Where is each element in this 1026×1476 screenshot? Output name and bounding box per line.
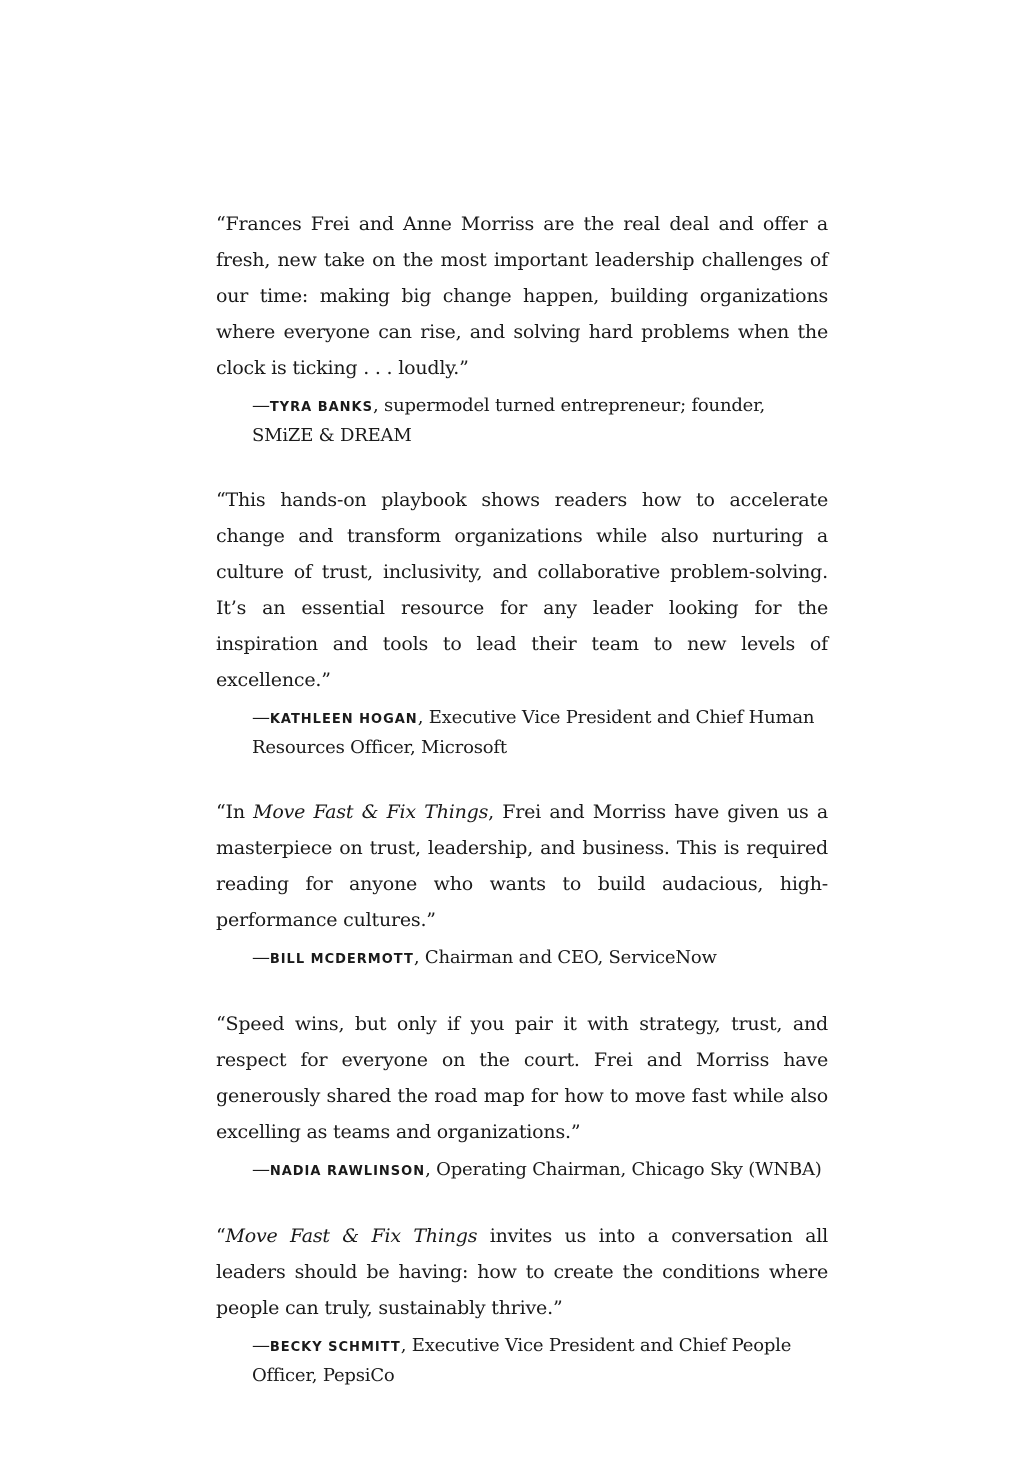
book-title: Move Fast & Fix Things — [253, 801, 489, 823]
endorsement-attribution — [252, 704, 828, 762]
endorsement-blurb — [216, 1218, 828, 1390]
attribution-dash: — — [252, 1159, 270, 1180]
endorsement-attribution — [252, 392, 828, 450]
endorsement-quote — [216, 206, 828, 386]
endorsement-quote — [216, 1218, 828, 1326]
endorsement-blurb — [216, 482, 828, 762]
endorsement-blurb — [216, 1006, 828, 1186]
endorser-name: BILL MCDERMOTT — [269, 952, 414, 967]
endorser-role: , Chairman and CEO, ServiceNow — [413, 947, 717, 968]
quote-text: invites us into a conversation all leaders should be having: how to create the conditions where people can truly, sustainably thrive.” — [216, 1225, 828, 1319]
quote-text: “Frances Frei and Anne Morriss are the real deal and offer a fresh, new take on the most important leadership challenges of our time: making big change happen, building organizations where everyone can rise, and solving hard problems when the clock is ticking . . . loudly.” — [216, 213, 828, 379]
endorsement-quote — [216, 1006, 828, 1150]
endorsement-attribution — [252, 1332, 828, 1390]
quote-text: “ — [216, 1225, 226, 1247]
endorser-role: , Executive Vice President and Chief Human Resources Officer, Microsoft — [252, 707, 815, 758]
endorsement-blurb — [216, 794, 828, 974]
attribution-dash: — — [252, 395, 270, 416]
attribution-dash: — — [252, 707, 270, 728]
endorser-role: , Executive Vice President and Chief People Officer, PepsiCo — [252, 1335, 792, 1386]
endorsement-quote — [216, 794, 828, 938]
endorsement-attribution — [252, 944, 828, 974]
quote-text: “In — [216, 801, 254, 823]
quote-text: , Frei and Morriss have given us a masterpiece on trust, leadership, and business. This is required reading for anyone who wants to build audacious, high-performance cultures.” — [216, 801, 828, 931]
endorser-role: , Operating Chairman, Chicago Sky (WNBA) — [425, 1159, 822, 1180]
endorser-role: , supermodel turned entrepreneur; founder, SMiZE & DREAM — [252, 395, 766, 446]
endorsement-attribution — [252, 1156, 828, 1186]
quote-text: “Speed wins, but only if you pair it with strategy, trust, and respect for everyone on the court. Frei and Morriss have generously shared the road map for how to move fast while also excelling as teams and organizations.” — [216, 1013, 828, 1143]
quote-text: “This hands-on playbook shows readers how to accelerate change and transform organizations while also nurturing a culture of trust, inclusivity, and collaborative problem-solving. It’s an essential resource for any leader looking for the inspiration and tools to lead their team to new levels of excellence.” — [216, 489, 828, 691]
attribution-dash: — — [252, 1335, 270, 1356]
endorser-name: BECKY SCHMITT — [269, 1340, 401, 1355]
endorser-name: TYRA BANKS — [269, 400, 373, 415]
attribution-dash: — — [252, 947, 270, 968]
book-title: Move Fast & Fix Things — [225, 1225, 478, 1247]
endorsement-quote — [216, 482, 828, 698]
endorser-name: NADIA RAWLINSON — [269, 1164, 426, 1179]
praise-page — [216, 206, 828, 1422]
endorsement-blurb — [216, 206, 828, 450]
endorser-name: KATHLEEN HOGAN — [269, 712, 418, 727]
